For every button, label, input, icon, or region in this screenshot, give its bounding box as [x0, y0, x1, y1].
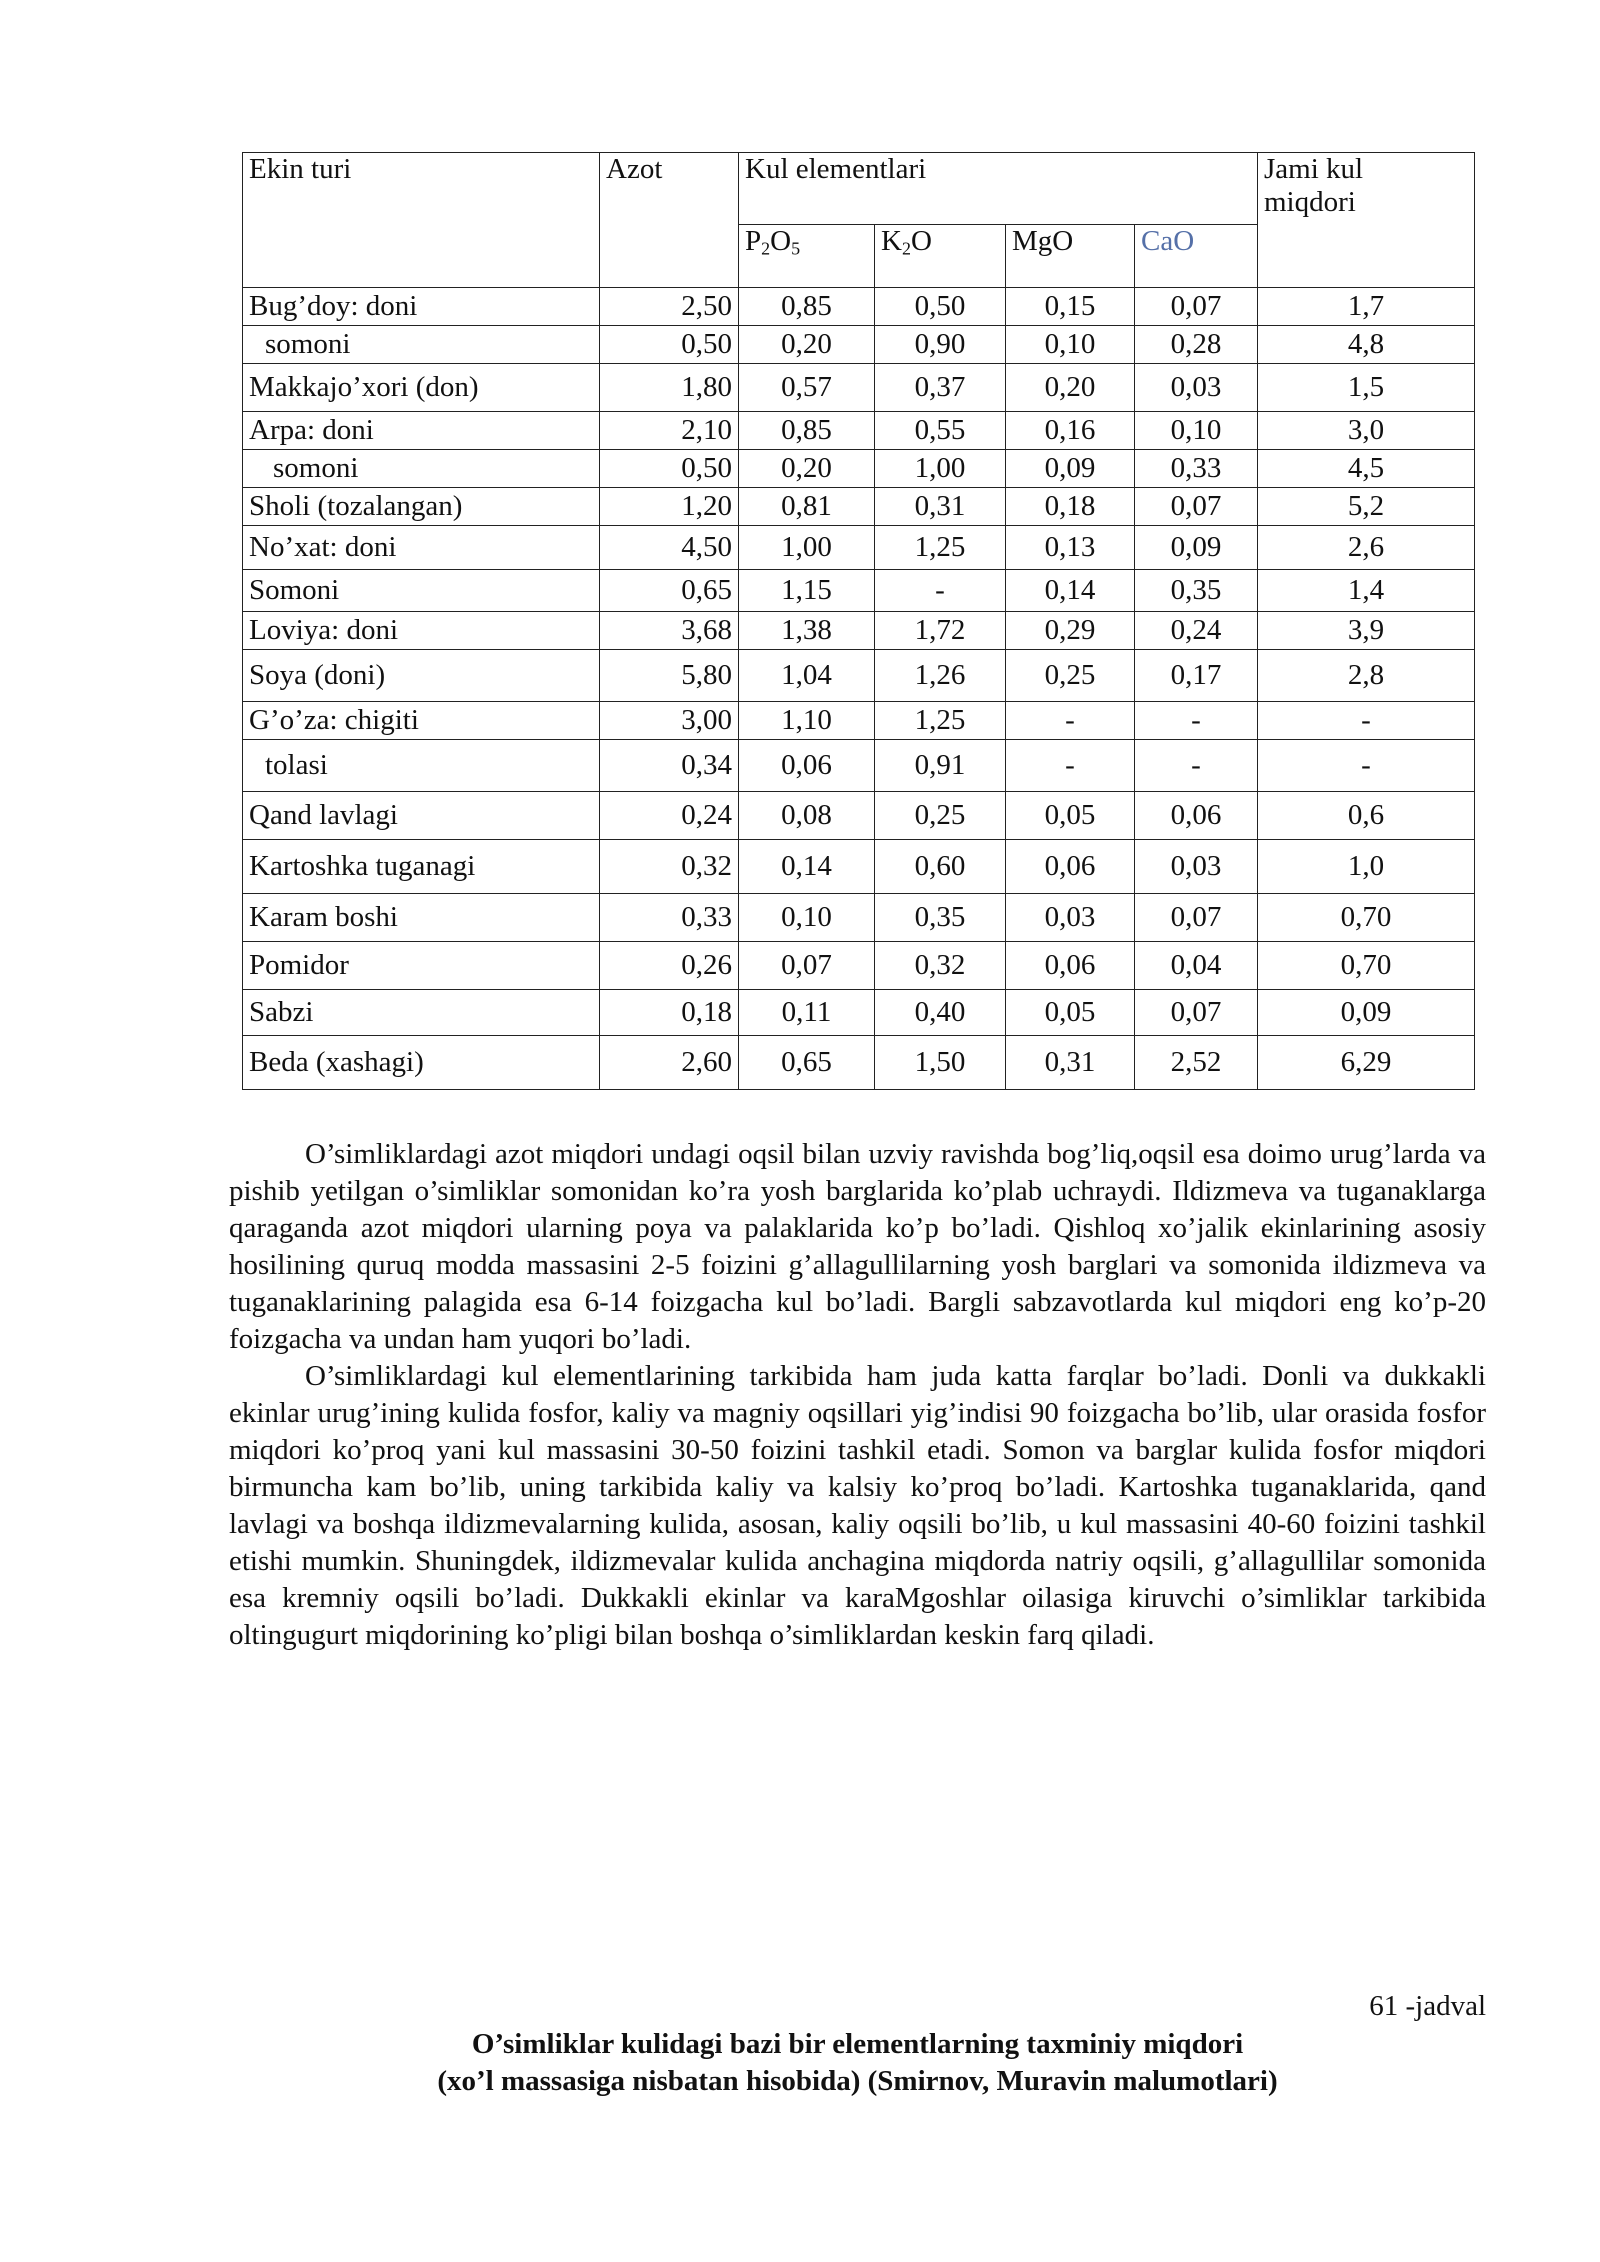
- cell-mgo: 0,25: [1006, 650, 1135, 702]
- cell-azot: 0,32: [600, 840, 739, 894]
- cell-crop: Arpa: doni: [243, 412, 600, 450]
- header-k2o: $K_2O$: [875, 225, 1006, 288]
- cell-k2o: 1,00: [875, 450, 1006, 488]
- cell-crop: tolasi: [243, 740, 600, 792]
- header-mgo: MgO: [1006, 225, 1135, 288]
- cell-k2o: 0,40: [875, 990, 1006, 1036]
- header-crop-type: Ekin turi: [243, 153, 600, 288]
- cell-jami: 0,70: [1258, 894, 1475, 942]
- cell-jami: 1,0: [1258, 840, 1475, 894]
- cell-jami: 6,29: [1258, 1036, 1475, 1090]
- cell-k2o: 0,60: [875, 840, 1006, 894]
- table-row: [243, 612, 1475, 650]
- header-azot: Azot: [600, 153, 739, 288]
- cell-cao: -: [1135, 702, 1258, 740]
- element-content-table: [242, 152, 1475, 1090]
- cell-cao: 0,03: [1135, 840, 1258, 894]
- cell-azot: 0,24: [600, 792, 739, 840]
- cell-crop: No’xat: doni: [243, 526, 600, 570]
- cell-cao: 0,10: [1135, 412, 1258, 450]
- cell-azot: 2,60: [600, 1036, 739, 1090]
- table-row: [243, 894, 1475, 942]
- cell-cao: 2,52: [1135, 1036, 1258, 1090]
- table-row: [243, 488, 1475, 526]
- cell-cao: 0,28: [1135, 326, 1258, 364]
- cell-crop: Loviya: doni: [243, 612, 600, 650]
- cell-crop: Bug’doy: doni: [243, 288, 600, 326]
- cell-jami: 2,6: [1258, 526, 1475, 570]
- cell-k2o: 1,25: [875, 526, 1006, 570]
- next-table-title: [229, 2026, 1486, 2100]
- cell-azot: 0,50: [600, 450, 739, 488]
- cell-cao: 0,17: [1135, 650, 1258, 702]
- cell-azot: 3,00: [600, 702, 739, 740]
- cell-mgo: 0,29: [1006, 612, 1135, 650]
- cell-cao: 0,24: [1135, 612, 1258, 650]
- header-total-ash: [1258, 153, 1475, 288]
- next-table-title-line2: (xo’l massasiga nisbatan hisobida) (Smirnov, Muravin malumotlari): [437, 2065, 1278, 2097]
- cell-jami: 1,5: [1258, 364, 1475, 412]
- cell-k2o: 1,50: [875, 1036, 1006, 1090]
- cell-jami: 2,8: [1258, 650, 1475, 702]
- cell-mgo: 0,10: [1006, 326, 1135, 364]
- table-row: [243, 288, 1475, 326]
- cell-p2o5: 0,65: [739, 1036, 875, 1090]
- cell-jami: -: [1258, 740, 1475, 792]
- cell-k2o: 0,32: [875, 942, 1006, 990]
- table-row: [243, 326, 1475, 364]
- cell-azot: 1,20: [600, 488, 739, 526]
- cell-azot: 0,33: [600, 894, 739, 942]
- cell-p2o5: 0,20: [739, 450, 875, 488]
- cell-mgo: 0,06: [1006, 942, 1135, 990]
- cell-mgo: 0,31: [1006, 1036, 1135, 1090]
- cell-mgo: 0,05: [1006, 792, 1135, 840]
- cell-k2o: 0,91: [875, 740, 1006, 792]
- cell-azot: 3,68: [600, 612, 739, 650]
- cell-p2o5: 0,20: [739, 326, 875, 364]
- cell-mgo: 0,16: [1006, 412, 1135, 450]
- cell-jami: 0,6: [1258, 792, 1475, 840]
- cell-p2o5: 0,06: [739, 740, 875, 792]
- cell-p2o5: 1,04: [739, 650, 875, 702]
- cell-azot: 1,80: [600, 364, 739, 412]
- cell-azot: 0,50: [600, 326, 739, 364]
- cell-p2o5: 0,85: [739, 412, 875, 450]
- cell-k2o: 0,35: [875, 894, 1006, 942]
- table-row: [243, 990, 1475, 1036]
- cell-p2o5: 0,81: [739, 488, 875, 526]
- cell-k2o: 0,31: [875, 488, 1006, 526]
- table-row: [243, 840, 1475, 894]
- table-row: [243, 702, 1475, 740]
- cell-cao: 0,07: [1135, 894, 1258, 942]
- cell-mgo: -: [1006, 702, 1135, 740]
- next-table-title-line1: O’simliklar kulidagi bazi bir elementlarning taxminiy miqdori: [471, 2028, 1244, 2060]
- cell-p2o5: 1,15: [739, 570, 875, 612]
- cell-azot: 0,26: [600, 942, 739, 990]
- cell-azot: 5,80: [600, 650, 739, 702]
- table-row: [243, 1036, 1475, 1090]
- cell-cao: 0,06: [1135, 792, 1258, 840]
- cell-jami: 4,5: [1258, 450, 1475, 488]
- header-total-ash-line2: miqdori: [1264, 186, 1356, 219]
- cell-k2o: 0,90: [875, 326, 1006, 364]
- table-body: [243, 288, 1475, 1090]
- next-table-number: 61 -jadval: [1369, 1990, 1486, 2022]
- cell-crop: somoni: [243, 450, 600, 488]
- cell-p2o5: 1,00: [739, 526, 875, 570]
- cell-p2o5: 0,57: [739, 364, 875, 412]
- cell-jami: 1,7: [1258, 288, 1475, 326]
- cell-cao: 0,04: [1135, 942, 1258, 990]
- cell-mgo: -: [1006, 740, 1135, 792]
- cell-jami: 1,4: [1258, 570, 1475, 612]
- cell-k2o: 1,26: [875, 650, 1006, 702]
- cell-jami: 0,09: [1258, 990, 1475, 1036]
- cell-cao: 0,07: [1135, 288, 1258, 326]
- table-row: [243, 792, 1475, 840]
- cell-cao: 0,33: [1135, 450, 1258, 488]
- cell-crop: Beda (xashagi): [243, 1036, 600, 1090]
- cell-jami: -: [1258, 702, 1475, 740]
- cell-cao: 0,03: [1135, 364, 1258, 412]
- cell-azot: 4,50: [600, 526, 739, 570]
- body-text: [229, 1136, 1486, 1654]
- cell-p2o5: 0,10: [739, 894, 875, 942]
- cell-jami: 3,0: [1258, 412, 1475, 450]
- cell-mgo: 0,14: [1006, 570, 1135, 612]
- cell-k2o: -: [875, 570, 1006, 612]
- table-row: [243, 650, 1475, 702]
- cell-crop: Karam boshi: [243, 894, 600, 942]
- cell-jami: 0,70: [1258, 942, 1475, 990]
- cell-k2o: 0,25: [875, 792, 1006, 840]
- cell-k2o: 0,55: [875, 412, 1006, 450]
- table-row: [243, 412, 1475, 450]
- header-ash-elements: Kul elementlari: [739, 153, 1258, 225]
- cell-crop: G’o’za: chigiti: [243, 702, 600, 740]
- table-row: [243, 570, 1475, 612]
- cell-mgo: 0,20: [1006, 364, 1135, 412]
- cell-azot: 0,34: [600, 740, 739, 792]
- cell-crop: Somoni: [243, 570, 600, 612]
- table-row: [243, 364, 1475, 412]
- cell-p2o5: 1,10: [739, 702, 875, 740]
- cell-p2o5: 0,11: [739, 990, 875, 1036]
- cell-crop: Qand lavlagi: [243, 792, 600, 840]
- cell-cao: -: [1135, 740, 1258, 792]
- table-row: [243, 740, 1475, 792]
- header-p2o5: $P_2O_5$: [739, 225, 875, 288]
- cell-cao: 0,35: [1135, 570, 1258, 612]
- cell-p2o5: 1,38: [739, 612, 875, 650]
- cell-crop: somoni: [243, 326, 600, 364]
- cell-jami: 5,2: [1258, 488, 1475, 526]
- paragraph-azot: O’simliklardagi azot miqdori undagi oqsil bilan uzviy ravishda bog’liq,oqsil esa doimo urug’larda va pishib yetilgan o’simliklar somonidan ko’ra yosh barglarida ko’plab uchraydi. Ildizmeva va tuganaklarga qaraganda azot miqdori ularning poya va palaklarida ko’p bo’ladi. Qishloq xo’jalik ekinlarining asosiy hosilining quruq modda massasini 2-5 foizini g’allagullilarning yosh barglari va somonida ildizmeva va tuganaklarining palagida esa 6-14 foizgacha kul bo’ladi. Bargli sabzavotlarda kul miqdori eng ko’p-20 foizgacha va undan ham yuqori bo’ladi.: [229, 1138, 1486, 1355]
- cell-crop: Pomidor: [243, 942, 600, 990]
- cell-mgo: 0,03: [1006, 894, 1135, 942]
- cell-p2o5: 0,85: [739, 288, 875, 326]
- cell-mgo: 0,13: [1006, 526, 1135, 570]
- paragraph-ash-elements: O’simliklardagi kul elementlarining tarkibida ham juda katta farqlar bo’ladi. Donli va dukkakli ekinlar urug’ining kulida fosfor, kaliy va magniy oqsillari yig’indisi 90 foizgacha bo’lib, ular orasida fosfor miqdori ko’proq yani kul massasini 30-50 foizini tashkil etadi. Somon va barglar kulida fosfor miqdori birmuncha kam bo’lib, uning tarkibida kaliy va kalsiy ko’proq bo’ladi. Kartoshka tuganaklarida, qand lavlagi va boshqa ildizmevalarning kulida, asosan, kaliy oqsili bo’lib, u kul massasini 40-60 foizini tashkil etishi mumkin. Shuningdek, ildizmevalar kulida anchagina miqdorda natriy oqsili, g’allagullilar somonida esa kremniy oqsili bo’ladi. Dukkakli ekinlar va karaMgoshlar oilasiga kiruvchi o’simliklar tarkibida oltingugurt miqdorining ko’pligi bilan boshqa o’simliklardan keskin farq qiladi.: [229, 1360, 1486, 1651]
- cell-mgo: 0,18: [1006, 488, 1135, 526]
- cell-mgo: 0,15: [1006, 288, 1135, 326]
- cell-p2o5: 0,07: [739, 942, 875, 990]
- cell-mgo: 0,09: [1006, 450, 1135, 488]
- cell-k2o: 0,37: [875, 364, 1006, 412]
- cell-cao: 0,07: [1135, 488, 1258, 526]
- cell-azot: 2,50: [600, 288, 739, 326]
- cell-azot: 0,65: [600, 570, 739, 612]
- table-row: [243, 526, 1475, 570]
- cell-jami: 3,9: [1258, 612, 1475, 650]
- cell-crop: Makkajo’xori (don): [243, 364, 600, 412]
- cell-crop: Sholi (tozalangan): [243, 488, 600, 526]
- cell-k2o: 1,72: [875, 612, 1006, 650]
- cell-k2o: 1,25: [875, 702, 1006, 740]
- cell-p2o5: 0,14: [739, 840, 875, 894]
- cell-cao: 0,07: [1135, 990, 1258, 1036]
- cell-mgo: 0,05: [1006, 990, 1135, 1036]
- cell-crop: Soya (doni): [243, 650, 600, 702]
- table-row: [243, 450, 1475, 488]
- table-row: [243, 942, 1475, 990]
- cell-k2o: 0,50: [875, 288, 1006, 326]
- cell-crop: Sabzi: [243, 990, 600, 1036]
- cell-azot: 0,18: [600, 990, 739, 1036]
- cell-mgo: 0,06: [1006, 840, 1135, 894]
- header-cao: CaO: [1135, 225, 1258, 288]
- cell-azot: 2,10: [600, 412, 739, 450]
- header-total-ash-line1: Jami kul: [1264, 153, 1364, 185]
- cell-crop: Kartoshka tuganagi: [243, 840, 600, 894]
- cell-jami: 4,8: [1258, 326, 1475, 364]
- cell-p2o5: 0,08: [739, 792, 875, 840]
- cell-cao: 0,09: [1135, 526, 1258, 570]
